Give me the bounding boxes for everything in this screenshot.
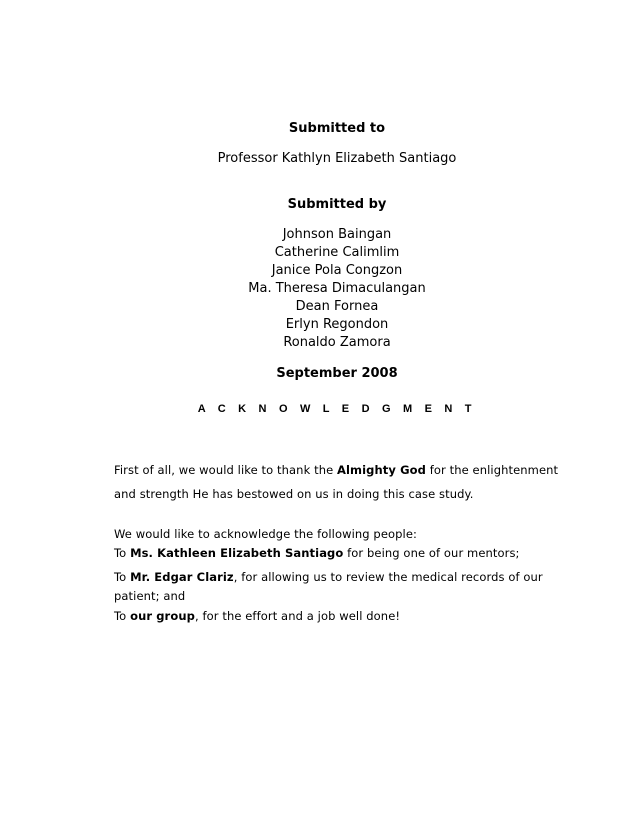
thanks-item-2-continuation: patient; and <box>114 589 186 603</box>
submitted-by-heading: Submitted by <box>287 197 387 212</box>
paragraph-1-line-1: First of all, we would like to thank the Almighty God for the enlightenment <box>114 463 559 477</box>
emphasis-records-name: Mr. Edgar Clariz <box>130 570 234 584</box>
professor-name: Professor Kathlyn Elizabeth Santiago <box>217 151 457 166</box>
member-name: Janice Pola Congzon <box>271 263 403 278</box>
submission-date: September 2008 <box>276 366 398 381</box>
member-list <box>0 226 638 352</box>
thanks-item-2: To Mr. Edgar Clariz, for allowing us to review the medical records of our <box>114 570 543 584</box>
thanks-item-1: To Ms. Kathleen Elizabeth Santiago for being one of our mentors; <box>114 546 520 560</box>
emphasis-our-group: our group <box>130 609 195 623</box>
member-name: Dean Fornea <box>295 299 379 314</box>
member-name: Ma. Theresa Dimaculangan <box>248 281 426 296</box>
member-name: Erlyn Regondon <box>285 317 389 332</box>
emphasis-almighty-god: Almighty God <box>337 463 426 477</box>
thanks-item-3: To our group, for the effort and a job well done! <box>114 609 401 623</box>
submitted-to-heading: Submitted to <box>288 121 386 136</box>
member-name: Ronaldo Zamora <box>283 335 391 350</box>
paragraph-1-line-2: and strength He has bestowed on us in doing this case study. <box>114 487 474 501</box>
paragraph-2-intro: We would like to acknowledge the following people: <box>114 527 417 541</box>
member-name: Catherine Calimlim <box>274 245 400 260</box>
emphasis-mentor-name: Ms. Kathleen Elizabeth Santiago <box>130 546 344 560</box>
member-name: Johnson Baingan <box>282 227 392 242</box>
acknowledgment-heading: A C K N O W L E D G M E N T <box>197 403 477 415</box>
